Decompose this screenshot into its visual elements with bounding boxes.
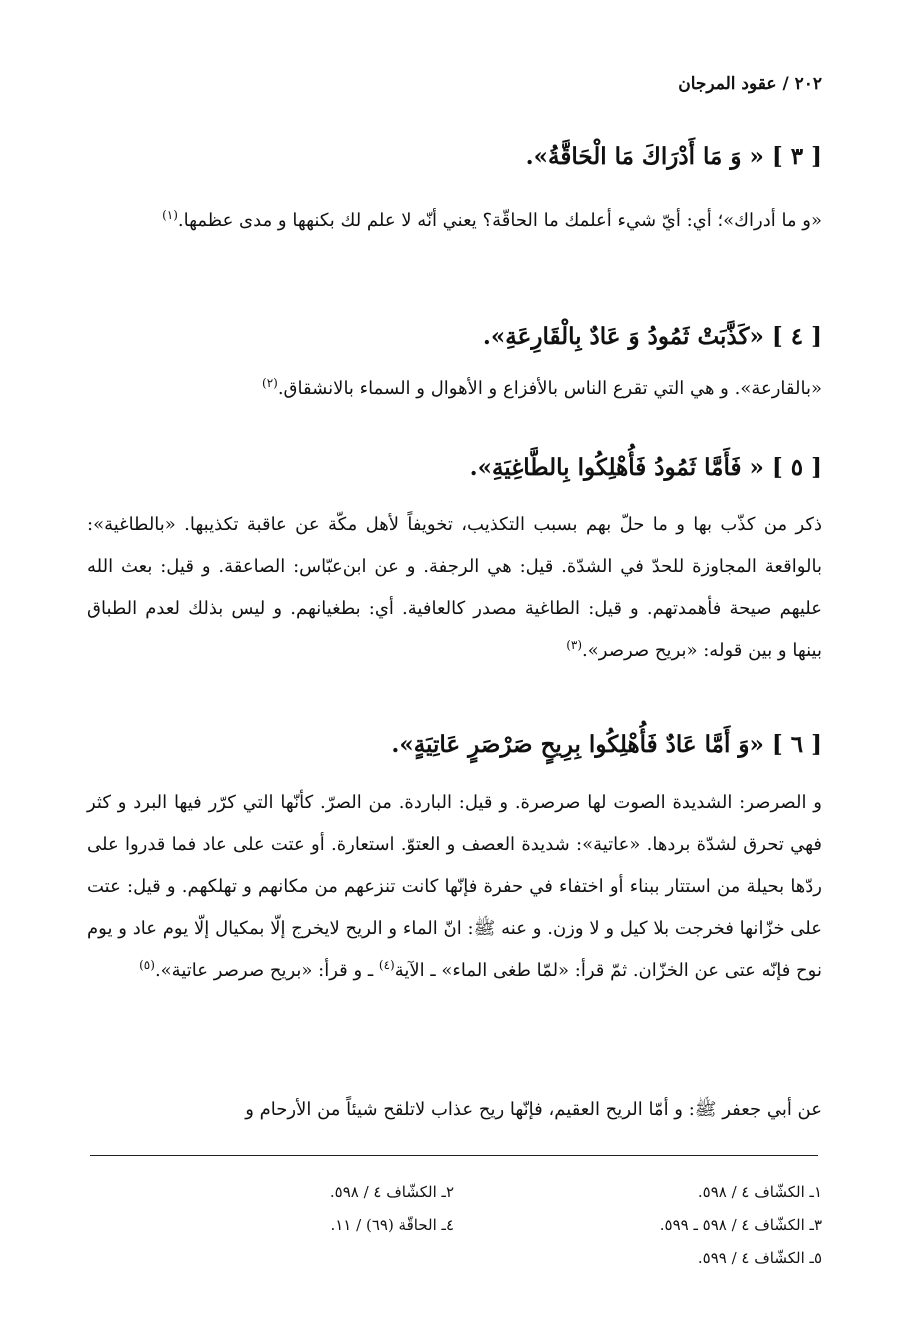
verse-4: [ ٤ ] «كَذَّبَتْ ثَمُودُ وَ عَادٌ بِالْقَارِعَةِ». — [482, 323, 822, 350]
commentary-paragraph-1 — [87, 200, 822, 242]
header-separator: / — [782, 74, 789, 94]
footnote-ref: (٤) — [378, 958, 395, 972]
footnote-ref: (٣) — [566, 638, 583, 652]
commentary-paragraph-2 — [87, 368, 822, 410]
footnote-ref: (٢) — [262, 376, 278, 390]
paragraph-text: «و ما أدراك»؛ أي: أيّ شيء أعلمك ما الحاقّة؟ يعني أنّه لا علم لك بكنهها و مدى عظمها. — [177, 210, 822, 231]
footnote-1: ١ـ الكشّاف ٤ / ٥٩٨. — [697, 1183, 822, 1201]
running-header — [678, 74, 822, 94]
commentary-paragraph-3 — [87, 504, 822, 672]
footnote-2: ٢ـ الكشّاف ٤ / ٥٩٨. — [329, 1183, 454, 1201]
verse-5: [ ٥ ] « فَأَمَّا ثَمُودُ فَأُهْلِكُوا بِالطَّاغِيَةِ». — [469, 454, 822, 481]
footnote-5: ٥ـ الكشّاف ٤ / ٥٩٩. — [697, 1249, 822, 1267]
footnote-4: ٤ـ الحاقّة (٦٩) / ١١. — [330, 1216, 454, 1234]
commentary-paragraph-5: عن أبي جعفر ﷺ: و أمّا الريح العقيم، فإنّها ريح عذاب لاتلقح شيئاً من الأرحام و — [245, 1099, 822, 1120]
footnote-ref: (١) — [162, 208, 178, 222]
paragraph-text: و الصرصر: الشديدة الصوت لها صرصرة. و قيل: الباردة. من الصرّ. كأنّها التي كرّر فيها البرد و كثر فهي تحرق لشدّة بردها. «عاتية»: شديدة العصف و العتوّ. استعارة. أو عتت على عاد فما قدروا على ردّها بحيلة من استتار ببناء أو اختفاء في حفرة فإنّها كانت تنزعهم من مكانهم و تهلكهم. و قيل: عتت على خزّانها فخرجت بلا كيل و لا وزن. و عنه ﷺ: انّ الماء و الريح لايخرج إلّا بمكيال إلّا يوم عاد و يوم نوح فإنّه عتى عن الخزّان. ثمّ قرأ: «لمّا طغى الماء» ـ الآية — [87, 792, 822, 981]
paragraph-text: ذكر من كذّب بها و ما حلّ بهم بسبب التكذيب، تخويفاً لأهل مكّة عن عاقبة تكذيبها. «بالطاغية»: بالواقعة المجاوزة للحدّ في الشدّة. قيل: هي الرجفة. و عن ابن‌عبّاس: الصاعقة. و قيل: بعث الله عليهم صيحة فأهمدتهم. و قيل: الطاغية مصدر كالعافية. أي: بطغيانهم. و ليس بذلك لعدم الطباق بينها و بين قوله: «بريح صرصر». — [87, 514, 822, 661]
verse-6: [ ٦ ] «وَ أَمَّا عَادٌ فَأُهْلِكُوا بِرِيحٍ صَرْصَرٍ عَاتِيَةٍ». — [391, 731, 822, 758]
paragraph-text: «بالقارعة». و هي التي تقرع الناس بالأفزاع و الأهوال و السماء بالانشقاق. — [277, 378, 822, 399]
footnote-ref: (٥) — [139, 958, 155, 972]
verse-3: [ ٣ ] « وَ مَا أَدْرَاكَ مَا الْحَاقَّةُ». — [525, 143, 822, 170]
book-title: عقود المرجان — [678, 74, 777, 94]
page-number: ٢٠٢ — [794, 74, 822, 94]
footnote-3: ٣ـ الكشّاف ٤ / ٥٩٨ ـ ٥٩٩. — [659, 1216, 822, 1234]
footnote-divider — [90, 1155, 818, 1156]
commentary-paragraph-4 — [87, 782, 822, 992]
paragraph-text: ـ و قرأ: «بريح صرصر عاتية». — [154, 960, 379, 981]
